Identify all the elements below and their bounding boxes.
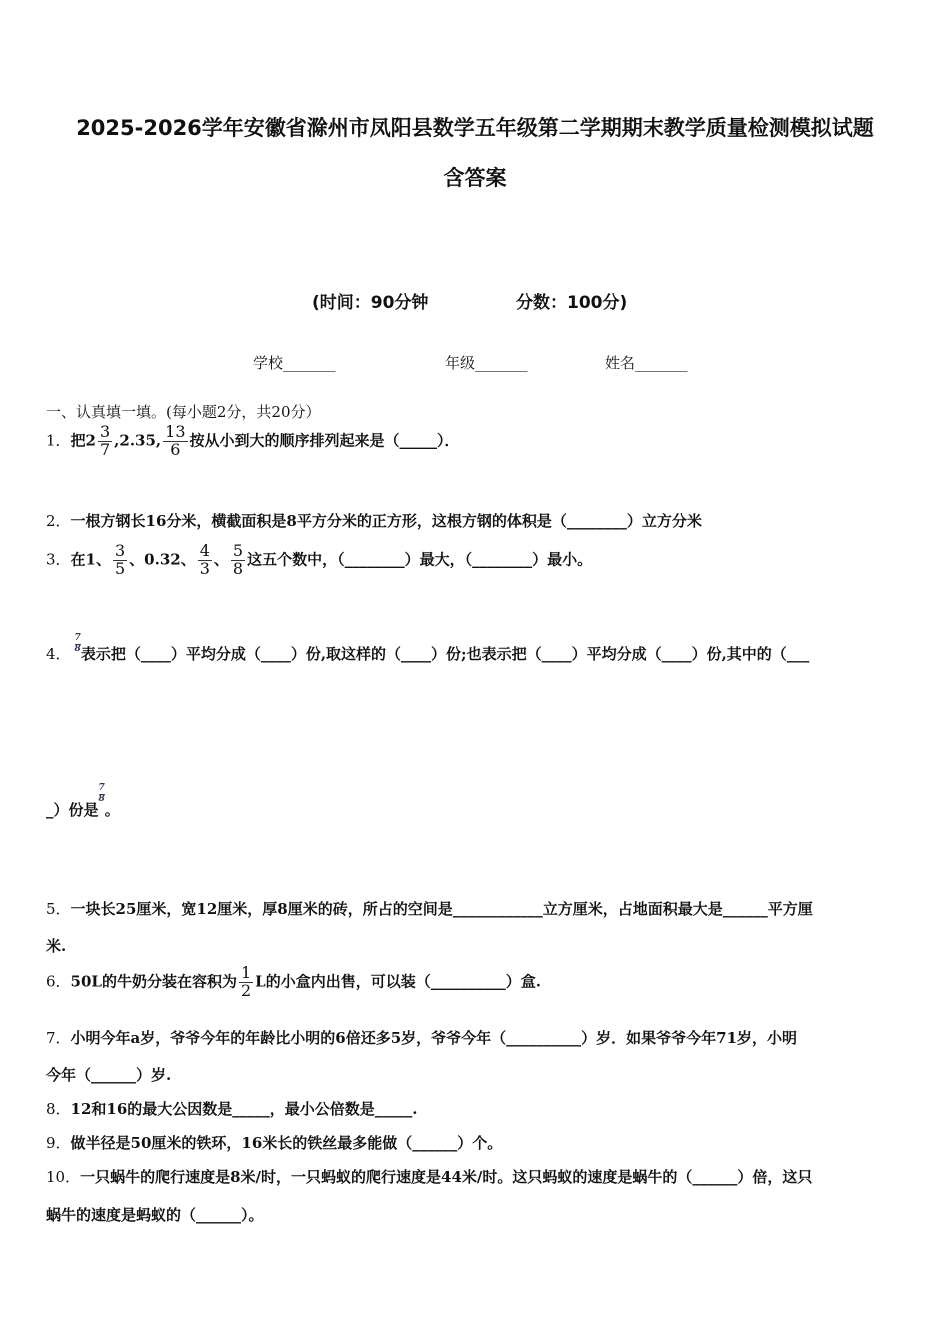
- question-2: [46, 510, 702, 531]
- denominator: 6: [170, 439, 181, 459]
- numerator: 1: [240, 963, 252, 982]
- fraction: [98, 424, 112, 459]
- numerator: 13: [165, 422, 186, 441]
- question-5: [46, 898, 813, 919]
- question-number: 8．: [46, 1100, 71, 1118]
- numerator: 7: [74, 633, 81, 643]
- q8-text: 12和16的最大公因数是_____，最小公倍数是_____.: [70, 1100, 418, 1118]
- question-6: [46, 965, 541, 1000]
- question-9: [46, 1132, 502, 1153]
- denominator: 8: [232, 558, 244, 578]
- q4-tail-text: _）份是: [46, 800, 99, 819]
- q3-text-d: 这五个数中，（________）最大，（________）最小。: [247, 550, 593, 569]
- q1-text-c: 按从小到大的顺序排列起来是（_____）．: [189, 431, 460, 450]
- section-heading: 一、认真填一填。(每小题2分，共20分）: [46, 403, 321, 421]
- question-8: [46, 1098, 418, 1119]
- fraction: [163, 424, 187, 459]
- denominator: 5: [114, 558, 126, 578]
- question-number: 3．: [46, 550, 71, 569]
- question-4: [46, 634, 809, 664]
- q1-text-b: ,2.35,: [114, 431, 162, 450]
- numerator: 7: [98, 783, 105, 793]
- q1-text-a: 把2: [70, 431, 96, 450]
- q7-text-line-1: 小明今年a岁，爷爷今年的年龄比小明的6倍还多5岁，爷爷今年（__________）岁．如果爷爷今年71岁，小明: [70, 1029, 798, 1047]
- q3-text-b: 、0.32、: [129, 550, 196, 569]
- question-number: 6．: [46, 972, 71, 991]
- question-5-line-2: 米.: [46, 937, 67, 955]
- question-number: 2．: [46, 512, 71, 530]
- question-1: [46, 424, 460, 459]
- title-line-1: 2025-2026学年安徽省滁州市凤阳县数学五年级第二学期期末教学质量检测模拟试题: [76, 116, 874, 140]
- q3-text-c: 、: [213, 550, 229, 569]
- question-number: 9．: [46, 1134, 71, 1152]
- fraction: [239, 965, 253, 1000]
- question-10-line-2: 蜗牛的速度是蚂蚁的（______）。: [46, 1206, 264, 1224]
- title-line-2: 含答案: [443, 166, 507, 190]
- fraction: [198, 543, 212, 578]
- question-3: [46, 543, 592, 578]
- denominator: 2: [240, 980, 252, 1000]
- q9-text: 做半径是50厘米的铁环，16米长的铁丝最多能做（______）个。: [70, 1134, 503, 1152]
- numerator: 4: [199, 541, 210, 560]
- fraction: [113, 543, 127, 578]
- score-label: 分数：100分): [516, 293, 628, 313]
- denominator: 8: [74, 643, 81, 654]
- q5-text-line-1: 一块长25厘米，宽12厘米，厚8厘米的砖，所占的空间是____________立方厘米，占地面积最大是______平方厘: [70, 900, 813, 918]
- q3-text-a: 在1、: [70, 550, 111, 569]
- school-field: 学校_______: [253, 354, 336, 372]
- question-10: [46, 1166, 812, 1187]
- question-7-line-2: 今年（______）岁.: [46, 1066, 172, 1084]
- numerator: 5: [232, 541, 244, 560]
- grade-field: 年级_______: [445, 354, 528, 372]
- question-4-continued: [46, 784, 120, 820]
- q4-text: 表示把（____）平均分成（____）份,取这样的（____）份;也表示把（____）平均分成（____）份,其中的（___: [80, 644, 810, 663]
- denominator: 7: [99, 439, 111, 459]
- question-number: 7．: [46, 1029, 71, 1047]
- fraction: [231, 543, 245, 578]
- question-number: 10．: [46, 1168, 81, 1186]
- q6-text-a: 50L的牛奶分装在容积为: [70, 972, 237, 991]
- q4-tail-end: 。: [104, 800, 120, 819]
- numerator: 3: [114, 541, 126, 560]
- question-number: 1．: [46, 431, 71, 450]
- denominator: 8: [98, 793, 105, 804]
- q2-text: 一根方钢长16分米，横截面积是8平方分米的正方形，这根方钢的体积是（________）立方分米: [70, 512, 702, 530]
- question-number: 5．: [46, 900, 71, 918]
- denominator: 3: [199, 558, 210, 578]
- numerator: 3: [99, 422, 111, 441]
- q6-text-b: L的小盒内出售，可以装（__________）盒.: [255, 972, 541, 991]
- q10-text-line-1: 一只蜗牛的爬行速度是8米/时，一只蚂蚁的爬行速度是44米/时。这只蚂蚁的速度是蜗牛的（______）倍，这只: [80, 1168, 813, 1186]
- name-field: 姓名_______: [605, 354, 688, 372]
- question-number: 4．: [46, 644, 71, 663]
- question-7: [46, 1027, 797, 1048]
- time-label: (时间：90分钟: [312, 293, 429, 313]
